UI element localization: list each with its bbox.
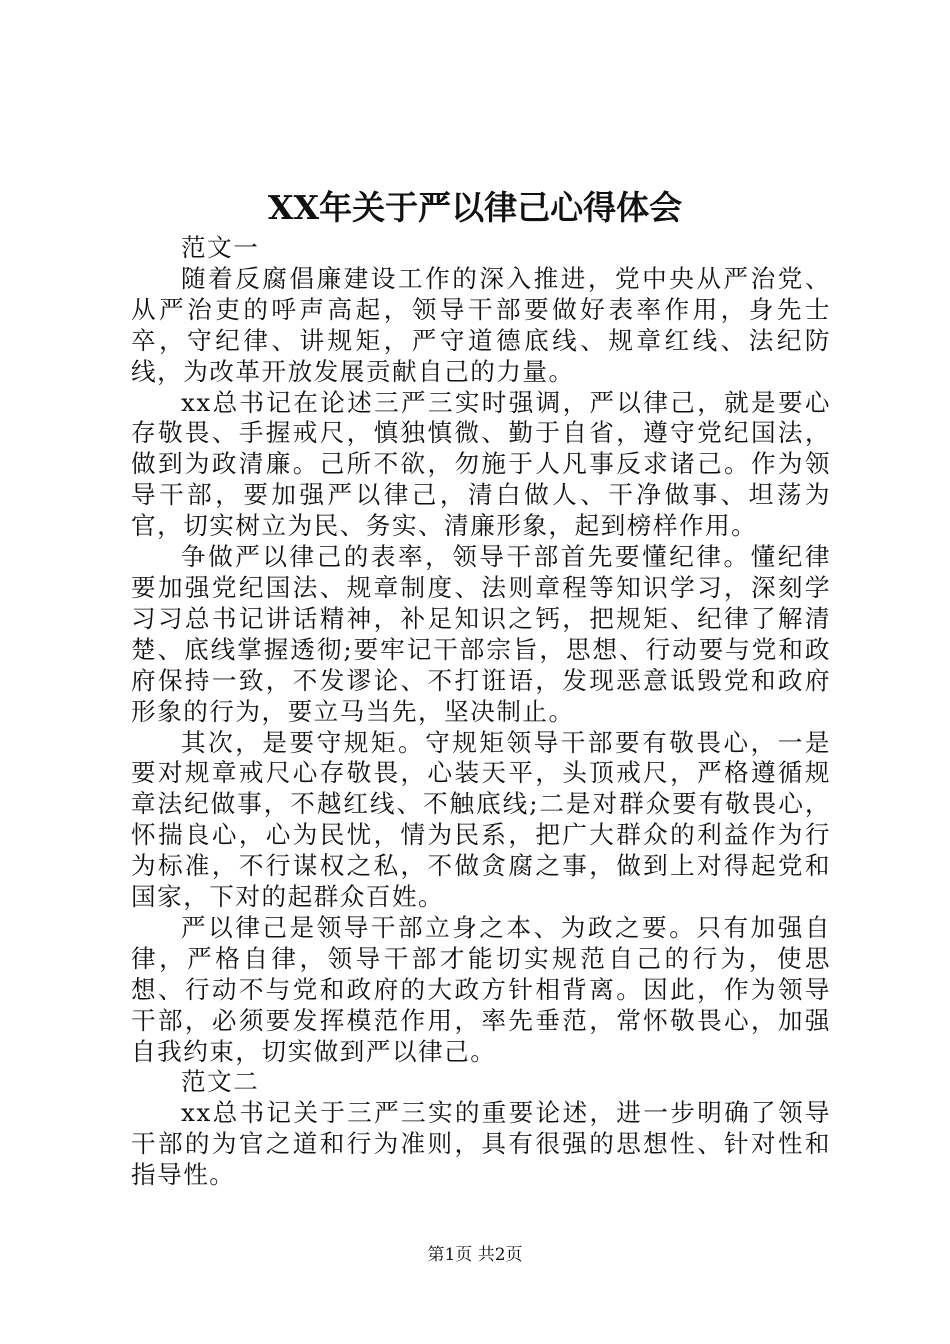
paragraph-2: xx总书记在论述三严三实时强调，严以律己，就是要心存敬畏、手握戒尺，慎独慎微、勤于自省，遵守党纪国法，做到为政清廉。己所不欲，勿施于人凡事反求诸己。作为领导干部，要加强严以律己，清白做人、干净做事、坦荡为官，切实树立为民、务实、清廉形象，起到榜样作用。 [131, 387, 831, 541]
document-title: XX年关于严以律己心得体会 [267, 188, 683, 227]
paragraph-1: 随着反腐倡廉建设工作的深入推进，党中央从严治党、从严治吏的呼声高起，领导干部要做好表率作用，身先士卒，守纪律、讲规矩，严守道德底线、规章红线、法纪防线，为改革开放发展贡献自己的力量。 [131, 263, 831, 386]
page-number-footer: 第1页 共2页 [427, 1245, 523, 1265]
section-heading-2: 范文二 [181, 1067, 260, 1097]
section-heading-1: 范文一 [181, 233, 260, 262]
paragraph-4: 其次，是要守规矩。守规矩领导干部要有敬畏心，一是要对规章戒尺心存敬畏，心装天平，头顶戒尺，严格遵循规章法纪做事，不越红线、不触底线;二是对群众要有敬畏心，怀揣良心，心为民忧，情为民系，把广大群众的利益作为行为标准，不行谋权之私，不做贪腐之事，做到上对得起党和国家，下对的起群众百姓。 [131, 727, 831, 912]
paragraph-6: xx总书记关于三严三实的重要论述，进一步明确了领导干部的为官之道和行为准则，具有很强的思想性、针对性和指导性。 [131, 1098, 831, 1190]
document-body [131, 233, 831, 1191]
paragraph-3: 争做严以律己的表率，领导干部首先要懂纪律。懂纪律要加强党纪国法、规章制度、法则章程等知识学习，深刻学习习总书记讲话精神，补足知识之钙，把规矩、纪律了解清楚、底线掌握透彻;要牢记干部宗旨，思想、行动要与党和政府保持一致，不发谬论、不打诳语，发现恶意诋毁党和政府形象的行为，要立马当先，坚决制止。 [131, 542, 831, 726]
paragraph-5: 严以律己是领导干部立身之本、为政之要。只有加强自律，严格自律，领导干部才能切实规范自己的行为，使思想、行动不与党和政府的大政方针相背离。因此，作为领导干部，必须要发挥模范作用，率先垂范，常怀敬畏心，加强自我约束，切实做到严以律己。 [131, 912, 831, 1066]
